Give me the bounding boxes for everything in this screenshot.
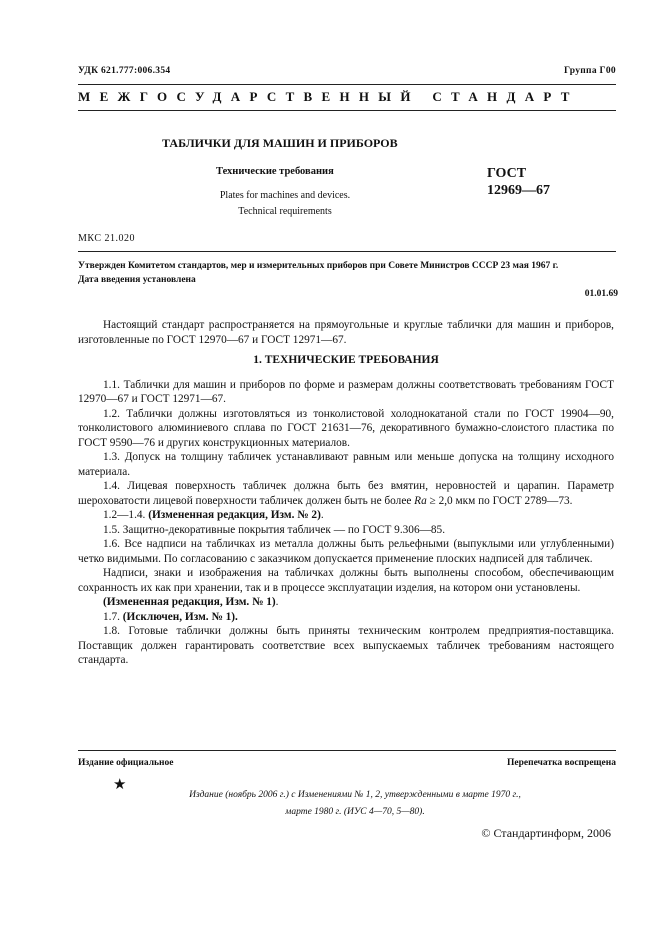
clause-1-7-number: 1.7. — [103, 610, 123, 623]
star-icon: ★ — [113, 777, 127, 793]
official-edition: Издание официальное — [78, 758, 174, 768]
change-note-1 — [78, 595, 614, 610]
english-title — [185, 188, 385, 220]
edition-note-line-1: Издание (ноябрь 2006 г.) с Изменениями № 1, 2, утвержденными в марте 1970 г., — [189, 790, 521, 800]
mks-code: МКС 21.020 — [78, 233, 135, 244]
edition-note-line-2: марте 1980 г. (ИУС 4—70, 5—80). — [285, 807, 425, 817]
approval-block — [78, 259, 618, 301]
gost-label: ГОСТ — [487, 166, 527, 181]
udk-code: УДК 621.777:006.354 — [78, 66, 171, 76]
clause-1-4-text: 1.4. Лицевая поверхность табличек должна быть без вмятин, неровностей и царапин. Параметр шероховатости лицевой поверхности табличек должен быть не более — [78, 480, 614, 507]
clause-1-3: 1.3. Допуск на толщину табличек устанавливают равным или меньше допуска на толщину исходного материала. — [78, 451, 614, 478]
change-note-1-text: (Измененная редакция, Изм. № 1) — [103, 596, 276, 608]
document-body — [78, 318, 614, 668]
standard-title: ТАБЛИЧКИ ДЛЯ МАШИН И ПРИБОРОВ — [162, 136, 398, 150]
approval-line-2: Дата введения установлена — [78, 275, 196, 285]
english-title-line-1: Plates for machines and devices. — [219, 190, 351, 201]
clause-1-7-excluded: (Исключен, Изм. № 1). — [122, 610, 238, 623]
approval-rule — [78, 251, 616, 252]
clause-1-1: 1.1. Таблички для машин и приборов по форме и размерам должны соответствовать требованиям ГОСТ 12970—67 и ГОСТ 12971—67. — [78, 378, 614, 405]
approval-line-1: Утвержден Комитетом стандартов, мер и измерительных приборов при Совете Министров СССР 23 мая 1967 г. — [78, 261, 559, 271]
clause-1-7 — [78, 610, 614, 625]
header-rule-bottom — [78, 110, 616, 111]
group-code: Группа Г00 — [564, 66, 616, 76]
footer-rule — [78, 750, 616, 751]
ra-symbol: Ra — [414, 494, 427, 507]
gost-number: 12969—67 — [487, 183, 550, 198]
change-note-1-suffix: . — [275, 596, 279, 608]
change-note-2: (Измененная редакция, Изм. № 2) — [148, 509, 321, 521]
clause-1-6: 1.6. Все надписи на табличках из металла должны быть рельефными (выпуклыми или углубленными) четко видимыми. По согласованию с заказчиком допускается применение плоских надписей для табличек. — [78, 538, 614, 565]
clause-1-8: 1.8. Готовые таблички должны быть приняты техническим контролем предприятия-поставщика. Поставщик должен гарантировать соответствие всех выпускаемых табличек требованиям настоящего стандарта. — [78, 625, 614, 666]
reprint-prohibited: Перепечатка воспрещена — [506, 758, 616, 768]
section-heading: 1. ТЕХНИЧЕСКИЕ ТРЕБОВАНИЯ — [253, 354, 439, 366]
header-rule-top — [78, 84, 616, 85]
edition-note — [120, 787, 590, 821]
interstate-standard-banner: МЕЖГОСУДАРСТВЕННЫЙ СТАНДАРТ — [78, 89, 579, 104]
standard-subtitle: Технические требования — [216, 166, 334, 177]
clause-1-5: 1.5. Защитно-декоративные покрытия табличек — по ГОСТ 9.306—85. — [103, 523, 446, 536]
english-title-line-2: Technical requirements — [238, 206, 332, 217]
change-range: 1.2—1.4. — [103, 509, 149, 521]
clause-1-4 — [78, 479, 614, 508]
change-suffix: . — [320, 509, 324, 521]
clause-1-2-1-4-change — [78, 508, 614, 523]
clause-1-2: 1.2. Таблички должны изготовляться из тонколистовой холоднокатаной стали по ГОСТ 19904—90, тонколистового алюминиевого сплава по ГОСТ 21631—76, декоративного бумажно-слоистого пластика по ГОСТ 9590—76 и других конструкционных материалов. — [78, 407, 614, 449]
clause-1-6-continued: Надписи, знаки и изображения на табличках должны быть выполнены способом, обеспечивающим сохранность их как при хранении, так и в процессе эксплуатации изделия, на котором они установлены. — [78, 567, 614, 594]
clause-1-4-value: ≥ 2,0 мкм по ГОСТ 2789—73. — [426, 494, 573, 507]
gost-block — [487, 165, 550, 199]
intro-paragraph: Настоящий стандарт распространяется на прямоугольные и круглые таблички для машин и приборов, изготовленные по ГОСТ 12970—67 и ГОСТ 12971—67. — [78, 319, 614, 346]
copyright: © Стандартинформ, 2006 — [481, 826, 611, 840]
introduction-date: 01.01.69 — [584, 289, 618, 299]
